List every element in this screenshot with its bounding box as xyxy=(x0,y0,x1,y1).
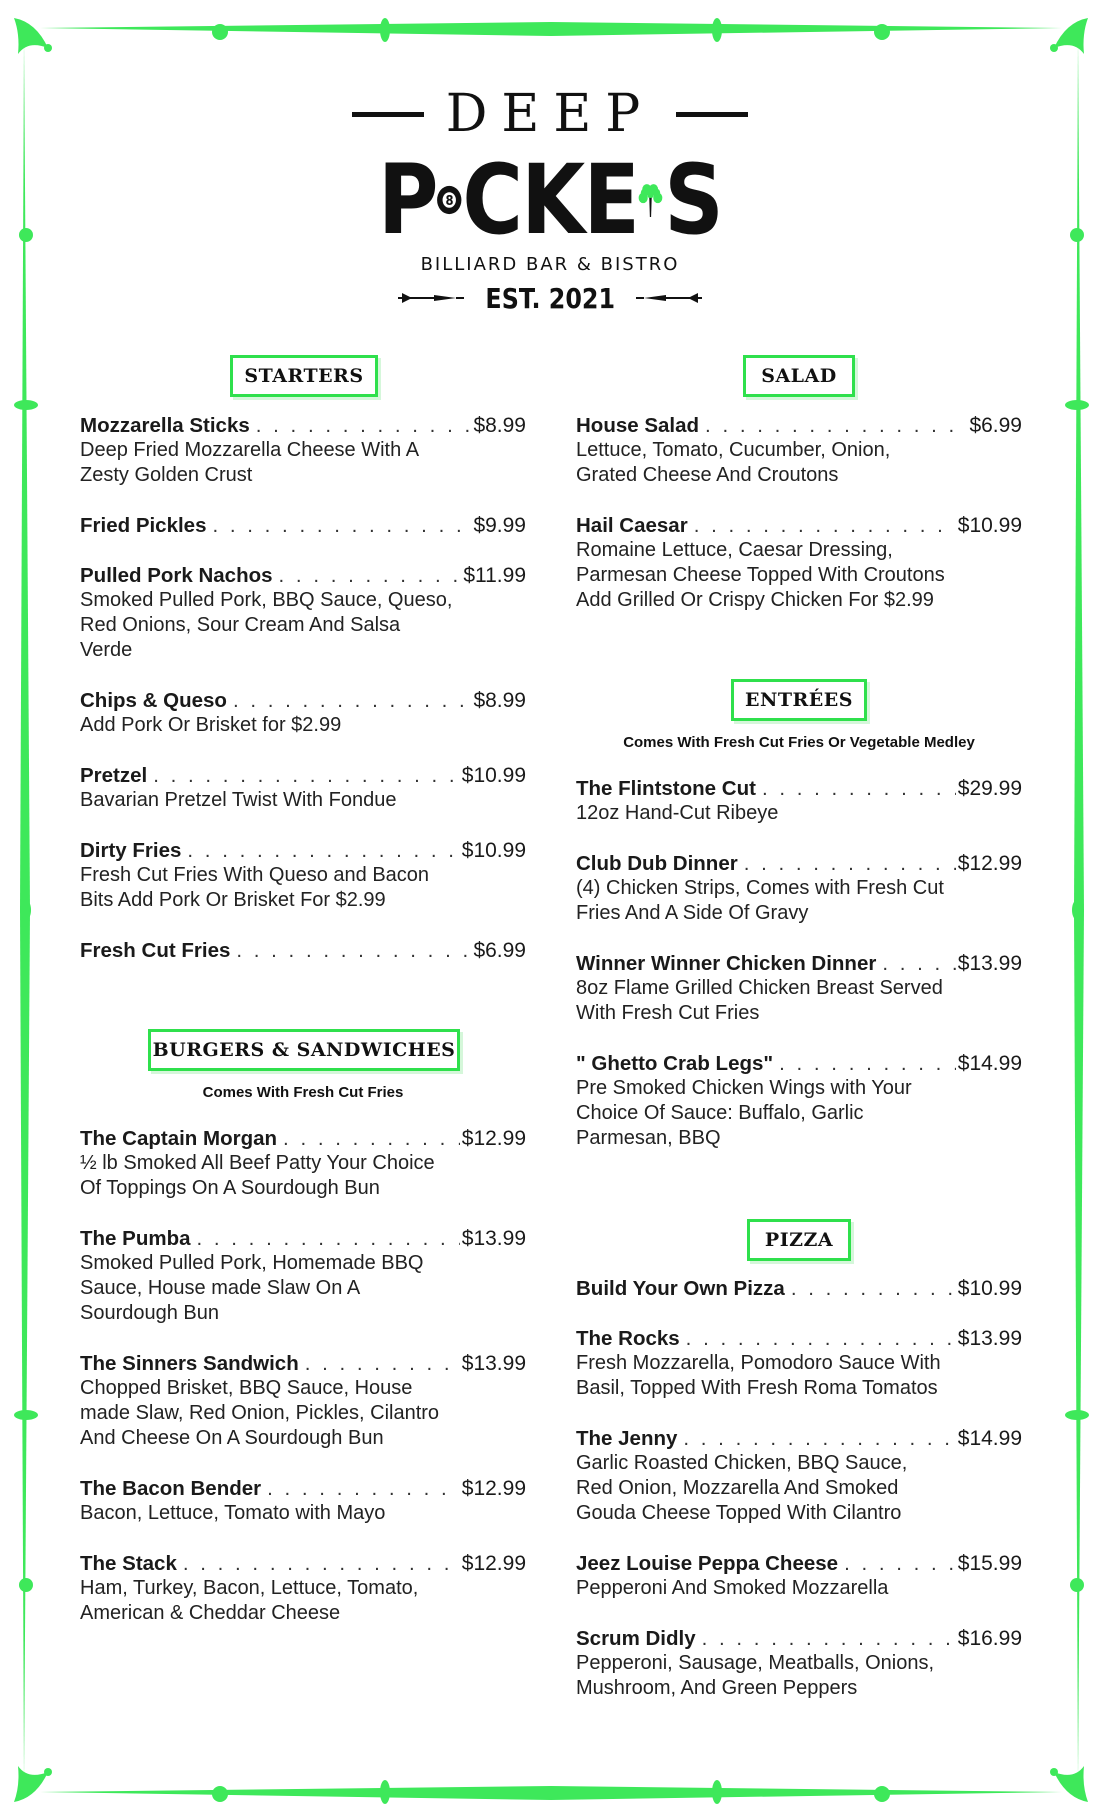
menu-item-name: The Rocks xyxy=(576,1327,680,1350)
menu-item-name: Pulled Pork Nachos xyxy=(80,564,273,587)
menu-item xyxy=(80,763,526,813)
menu-item xyxy=(576,1551,1022,1601)
menu-item-price: $13.99 xyxy=(957,1327,1022,1350)
menu-item xyxy=(80,513,526,538)
menu-item-description: ½ lb Smoked All Beef Patty Your Choice Of Toppings On A Sourdough Bun xyxy=(80,1152,435,1199)
menu-item xyxy=(576,1326,1022,1401)
menu-item-description: 12oz Hand-Cut Ribeye xyxy=(576,802,779,824)
menu-item xyxy=(576,513,1022,613)
dot-leader xyxy=(233,688,472,713)
menu-item-description: Deep Fried Mozzarella Cheese With A Zesty Golden Crust xyxy=(80,439,420,486)
menu-item-line xyxy=(80,1126,526,1151)
eight-ball-icon xyxy=(437,158,463,242)
dot-leader xyxy=(267,1476,460,1501)
dot-leader xyxy=(705,413,967,438)
burgers-header: BURGERS & SANDWICHES xyxy=(148,1029,460,1071)
logo-rule-left xyxy=(352,112,424,117)
menu-item-description: Pepperoni, Sausage, Meatballs, Onions, Mushroom, And Green Peppers xyxy=(576,1652,934,1699)
menu-item-line xyxy=(576,1626,1022,1651)
entrees-header: ENTRÉES xyxy=(731,679,867,721)
menu-item-name: The Bacon Bender xyxy=(80,1477,262,1500)
menu-item-name: Jeez Louise Peppa Cheese xyxy=(576,1552,839,1575)
menu-item xyxy=(576,776,1022,826)
menu-item-description: Add Pork Or Brisket for $2.99 xyxy=(80,714,342,736)
dot-leader xyxy=(762,776,956,801)
menu-item-description: Lettuce, Tomato, Cucumber, Onion, Grated Cheese And Croutons xyxy=(576,439,891,486)
menu-item-price: $11.99 xyxy=(463,564,526,587)
menu-item-price: $12.99 xyxy=(957,852,1022,875)
dot-leader xyxy=(153,763,460,788)
menu-item-name: The Pumba xyxy=(80,1227,191,1250)
menu-item-price: $13.99 xyxy=(461,1352,526,1375)
dot-leader xyxy=(791,1276,956,1301)
menu-item-price: $14.99 xyxy=(957,1052,1022,1075)
dot-leader xyxy=(183,1551,460,1576)
dart-icon xyxy=(398,291,464,305)
menu-item-price: $10.99 xyxy=(461,839,526,862)
menu-item-name: " Ghetto Crab Legs" xyxy=(576,1052,774,1075)
logo-deep-row xyxy=(350,84,750,144)
menu-item-name: Pretzel xyxy=(80,764,148,787)
dot-leader xyxy=(779,1051,956,1076)
menu-item-description: Fresh Mozzarella, Pomodoro Sauce With Basil, Topped With Fresh Roma Tomatos xyxy=(576,1352,941,1399)
logo-pockets-mid: CKE xyxy=(462,144,639,256)
menu-item xyxy=(576,413,1022,488)
menu-item-price: $13.99 xyxy=(461,1227,526,1250)
menu-item xyxy=(576,851,1022,926)
logo-rule-right xyxy=(676,112,748,117)
menu-item-price: $12.99 xyxy=(461,1127,526,1150)
menu-item-line xyxy=(576,851,1022,876)
menu-item-line xyxy=(576,1551,1022,1576)
dot-leader xyxy=(702,1626,956,1651)
salad-header: SALAD xyxy=(743,355,855,397)
menu-item-line xyxy=(80,1476,526,1501)
menu-item-line xyxy=(80,1226,526,1251)
menu-item-name: Mozzarella Sticks xyxy=(80,414,250,437)
starters-header: STARTERS xyxy=(230,355,378,397)
menu-item-price: $12.99 xyxy=(461,1477,526,1500)
menu-item-line xyxy=(80,838,526,863)
dot-leader xyxy=(305,1351,460,1376)
menu-item-price: $10.99 xyxy=(461,764,526,787)
menu-item-name: House Salad xyxy=(576,414,700,437)
logo-tagline: BILLIARD BAR & BISTRO xyxy=(420,254,680,275)
menu-item xyxy=(80,1126,526,1201)
menu-item-name: The Jenny xyxy=(576,1427,678,1450)
menu-item-line xyxy=(80,413,526,438)
menu-item-name: Chips & Queso xyxy=(80,689,227,712)
menu-item-name: Build Your Own Pizza xyxy=(576,1277,785,1300)
menu-item-name: Winner Winner Chicken Dinner xyxy=(576,952,877,975)
menu-item-line xyxy=(80,1551,526,1576)
dot-leader xyxy=(187,838,459,863)
menu-item xyxy=(80,938,526,963)
menu-item-price: $13.99 xyxy=(957,952,1022,975)
menu-item-line xyxy=(576,413,1022,438)
menu-item-description: Garlic Roasted Chicken, BBQ Sauce, Red Onion, Mozzarella And Smoked Gouda Cheese Topped With Cilantro xyxy=(576,1452,908,1524)
menu-item xyxy=(80,688,526,738)
menu-item xyxy=(80,1351,526,1451)
menu-item-line xyxy=(576,1426,1022,1451)
menu-item-price: $15.99 xyxy=(957,1552,1022,1575)
dot-leader xyxy=(197,1226,460,1251)
menu-item-line xyxy=(576,1276,1022,1301)
dot-leader xyxy=(744,851,956,876)
menu-item-name: Dirty Fries xyxy=(80,839,182,862)
menu-item xyxy=(80,413,526,488)
menu-item-price: $12.99 xyxy=(461,1552,526,1575)
menu-item-line xyxy=(80,513,526,538)
menu-item xyxy=(80,1226,526,1326)
dot-leader xyxy=(283,1126,460,1151)
menu-item-name: The Sinners Sandwich xyxy=(80,1352,299,1375)
menu-item-price: $10.99 xyxy=(957,1277,1022,1300)
dot-leader xyxy=(683,1426,955,1451)
menu-item xyxy=(576,1626,1022,1701)
menu-item-description: 8oz Flame Grilled Chicken Breast Served With Fresh Cut Fries xyxy=(576,977,943,1024)
menu-item-description: Bavarian Pretzel Twist With Fondue xyxy=(80,789,397,811)
menu-item xyxy=(576,1426,1022,1526)
menu-item xyxy=(80,838,526,913)
menu-item-name: The Flintstone Cut xyxy=(576,777,756,800)
menu-item-name: Fresh Cut Fries xyxy=(80,939,231,962)
menu-item-price: $6.99 xyxy=(969,414,1022,437)
menu-item-line xyxy=(80,688,526,713)
menu-item-description: Bacon, Lettuce, Tomato with Mayo xyxy=(80,1502,386,1524)
shamrock-icon xyxy=(638,148,664,252)
menu-item-name: Hail Caesar xyxy=(576,514,688,537)
logo-deep: DEEP xyxy=(445,84,655,144)
menu-item-line xyxy=(80,763,526,788)
menu-item-line xyxy=(576,1326,1022,1351)
logo-est-row xyxy=(350,278,750,318)
menu-item xyxy=(576,1276,1022,1301)
pizza-header: PIZZA xyxy=(747,1219,851,1261)
menu-item-price: $16.99 xyxy=(957,1627,1022,1650)
menu-item-line xyxy=(576,776,1022,801)
menu-item-price: $6.99 xyxy=(473,939,526,962)
menu-item-description: Fresh Cut Fries With Queso and Bacon Bits Add Pork Or Brisket For $2.99 xyxy=(80,864,430,911)
menu-item-line xyxy=(576,513,1022,538)
logo-pockets-s: S xyxy=(664,144,722,256)
menu-item-line xyxy=(80,1351,526,1376)
menu-item-price: $8.99 xyxy=(473,414,526,437)
dart-icon xyxy=(636,291,702,305)
dot-leader xyxy=(686,1326,956,1351)
burgers-note: Comes With Fresh Cut Fries xyxy=(202,1084,404,1101)
menu-item-line xyxy=(576,951,1022,976)
menu-item-description: (4) Chicken Strips, Comes with Fresh Cut Fries And A Side Of Gravy xyxy=(576,877,944,924)
menu-item-price: $10.99 xyxy=(957,514,1022,537)
menu-item-description: Chopped Brisket, BBQ Sauce, House made Slaw, Red Onion, Pickles, Cilantro And Cheese On A Sourdough Bun xyxy=(80,1377,440,1449)
menu-item-name: The Captain Morgan xyxy=(80,1127,278,1150)
menu-item xyxy=(80,1476,526,1526)
menu-item-name: Fried Pickles xyxy=(80,514,207,537)
menu-item-description: Ham, Turkey, Bacon, Lettuce, Tomato, American & Cheddar Cheese xyxy=(80,1577,419,1624)
menu-item-line xyxy=(80,563,526,588)
menu-item-price: $14.99 xyxy=(957,1427,1022,1450)
dot-leader xyxy=(694,513,956,538)
menu-item-name: Scrum Didly xyxy=(576,1627,696,1650)
dot-leader xyxy=(882,951,955,976)
dot-leader xyxy=(212,513,471,538)
menu-item-price: $29.99 xyxy=(957,777,1022,800)
logo-pockets xyxy=(378,144,722,256)
menu-item-description: Romaine Lettuce, Caesar Dressing, Parmesan Cheese Topped With Croutons Add Grilled Or Crispy Chicken For $2.99 xyxy=(576,539,945,611)
dot-leader xyxy=(236,938,471,963)
menu-item-name: The Stack xyxy=(80,1552,177,1575)
menu-item-line xyxy=(576,1051,1022,1076)
menu-item-price: $9.99 xyxy=(473,514,526,537)
menu-item xyxy=(576,951,1022,1026)
dot-leader xyxy=(279,563,462,588)
entrees-note: Comes With Fresh Cut Fries Or Vegetable Medley xyxy=(623,734,975,751)
dot-leader xyxy=(844,1551,956,1576)
eight-ball-number: 8 xyxy=(445,192,454,209)
menu-item xyxy=(80,563,526,663)
menu-item xyxy=(576,1051,1022,1151)
logo-est: EST. 2021 xyxy=(485,281,615,315)
menu-item-description: Smoked Pulled Pork, Homemade BBQ Sauce, House made Slaw On A Sourdough Bun xyxy=(80,1252,424,1324)
menu-item-price: $8.99 xyxy=(473,689,526,712)
menu-item-line xyxy=(80,938,526,963)
logo xyxy=(350,84,750,318)
dot-leader xyxy=(256,413,472,438)
menu-item-description: Pre Smoked Chicken Wings with Your Choice Of Sauce: Buffalo, Garlic Parmesan, BBQ xyxy=(576,1077,912,1149)
logo-pockets-p: P xyxy=(378,144,437,256)
menu-item-description: Pepperoni And Smoked Mozzarella xyxy=(576,1577,889,1599)
menu-item xyxy=(80,1551,526,1626)
menu-item-name: Club Dub Dinner xyxy=(576,852,738,875)
menu-item-description: Smoked Pulled Pork, BBQ Sauce, Queso, Red Onions, Sour Cream And Salsa Verde xyxy=(80,589,453,661)
